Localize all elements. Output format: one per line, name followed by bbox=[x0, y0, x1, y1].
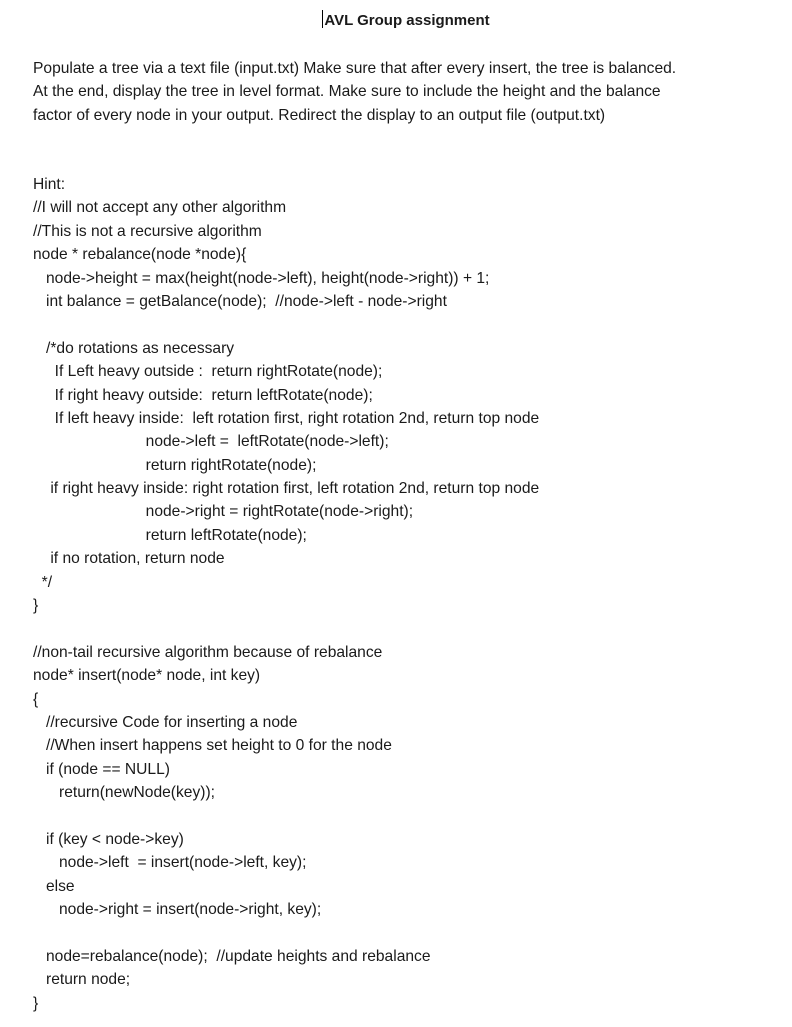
description-line: At the end, display the tree in level format. Make sure to include the height and the balance bbox=[33, 83, 661, 101]
code-line: node * rebalance(node *node){ bbox=[33, 246, 247, 264]
description-line: Populate a tree via a text file (input.txt) Make sure that after every insert, the tree is balanced. bbox=[33, 60, 677, 77]
code-line: if no rotation, return node bbox=[33, 550, 225, 568]
code-line: return leftRotate(node); bbox=[33, 526, 307, 544]
code-line: return rightRotate(node); bbox=[33, 456, 317, 474]
document-title bbox=[0, 10, 792, 31]
code-line: //non-tail recursive algorithm because of rebalance bbox=[33, 643, 383, 661]
code-line: //This is not a recursive algorithm bbox=[33, 222, 262, 240]
code-line bbox=[33, 617, 778, 640]
description-line: factor of every node in your output. Redirect the display to an output file (output.txt) bbox=[33, 106, 606, 124]
code-line: Hint: bbox=[33, 176, 66, 193]
code-line bbox=[33, 313, 778, 336]
code-line: return node; bbox=[33, 971, 131, 989]
code-line: if (key < node->key) bbox=[33, 830, 184, 848]
code-line: return(newNode(key)); bbox=[33, 784, 215, 802]
code-line: node->left = insert(node->left, key); bbox=[33, 854, 307, 872]
code-line: If Left heavy outside : return rightRotate(node); bbox=[33, 363, 383, 381]
hint-code-block bbox=[33, 173, 778, 1015]
code-line bbox=[33, 922, 778, 945]
code-line: If right heavy outside: return leftRotate(node); bbox=[33, 386, 373, 404]
code-line: if (node == NULL) bbox=[33, 760, 170, 778]
code-line: //I will not accept any other algorithm bbox=[33, 199, 287, 217]
code-line: If left heavy inside: left rotation first, right rotation 2nd, return top node bbox=[33, 409, 540, 427]
code-line: node->right = insert(node->right, key); bbox=[33, 901, 322, 919]
code-line: */ bbox=[33, 573, 53, 591]
code-line: node->left = leftRotate(node->left); bbox=[33, 433, 389, 451]
code-line: node* insert(node* node, int key) bbox=[33, 667, 261, 685]
code-line: if right heavy inside: right rotation first, left rotation 2nd, return top node bbox=[33, 480, 540, 498]
code-line: node->right = rightRotate(node->right); bbox=[33, 503, 414, 521]
title-text: AVL Group assignment bbox=[324, 12, 490, 29]
code-line: } bbox=[33, 597, 39, 615]
assignment-description bbox=[33, 57, 783, 127]
code-line: node=rebalance(node); //update heights and rebalance bbox=[33, 947, 431, 965]
code-line: else bbox=[33, 877, 75, 895]
code-line: //recursive Code for inserting a node bbox=[33, 713, 298, 731]
code-line: node->height = max(height(node->left), height(node->right)) + 1; bbox=[33, 269, 490, 287]
code-line: int balance = getBalance(node); //node->left - node->right bbox=[33, 292, 447, 310]
code-line: } bbox=[33, 994, 39, 1012]
code-line bbox=[33, 805, 778, 828]
code-line: { bbox=[33, 690, 39, 708]
code-line: //When insert happens set height to 0 for the node bbox=[33, 737, 392, 755]
code-line: /*do rotations as necessary bbox=[33, 339, 235, 357]
